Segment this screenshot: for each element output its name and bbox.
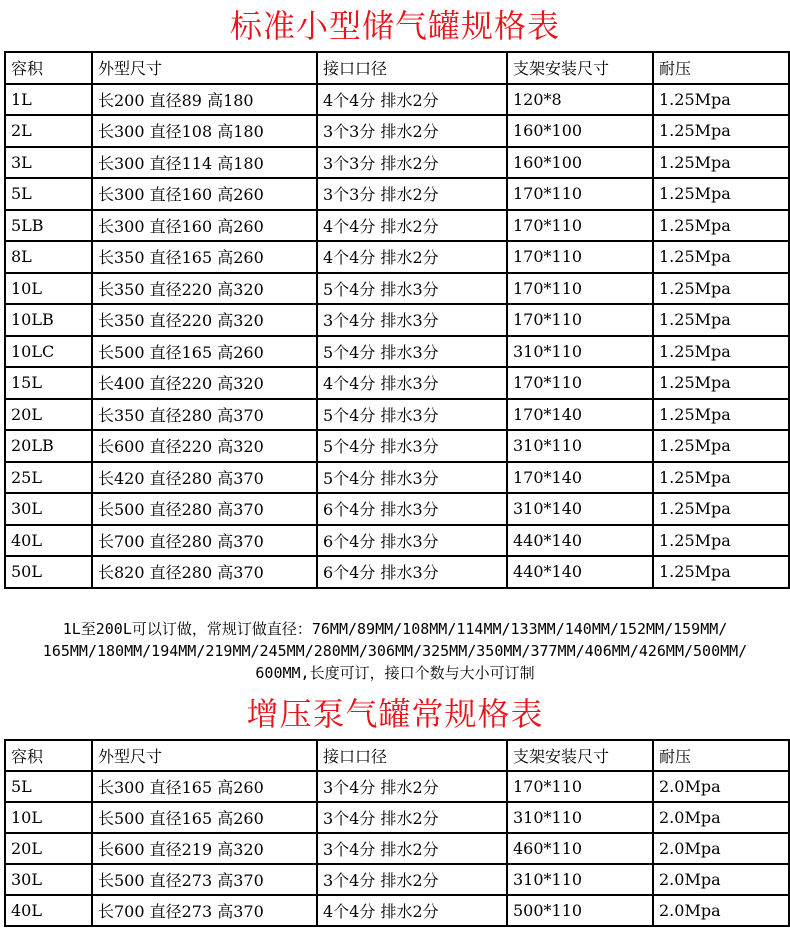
cell-bracket-size: 310*110 (507, 430, 653, 462)
header-port-size: 接口口径 (317, 52, 507, 84)
table-row (5, 147, 789, 179)
cell-dimensions: 长350 直径220 高320 (92, 304, 317, 336)
cell-volume: 5L (5, 178, 92, 210)
table-row (5, 399, 789, 431)
custom-order-note (0, 618, 790, 684)
cell-volume: 10L (5, 802, 92, 833)
table-row (5, 833, 789, 864)
cell-port-size: 4个4分 排水2分 (317, 241, 507, 273)
cell-bracket-size: 310*140 (507, 493, 653, 525)
cell-volume: 5LB (5, 210, 92, 242)
table-row (5, 462, 789, 494)
header-bracket-size: 支架安装尺寸 (507, 52, 653, 84)
cell-bracket-size: 310*110 (507, 336, 653, 368)
table1-title: 标准小型储气罐规格表 (229, 7, 560, 45)
cell-port-size: 4个4分 排水2分 (317, 84, 507, 116)
cell-volume: 10LB (5, 304, 92, 336)
cell-bracket-size: 170*110 (507, 241, 653, 273)
table-header-row (5, 740, 789, 771)
cell-pressure: 1.25Mpa (653, 462, 789, 494)
table-row (5, 178, 789, 210)
cell-pressure: 2.0Mpa (653, 833, 789, 864)
booster-pump-tank-spec-table (4, 739, 790, 927)
cell-volume: 10L (5, 273, 92, 305)
table-row (5, 493, 789, 525)
cell-volume: 15L (5, 367, 92, 399)
cell-bracket-size: 160*100 (507, 115, 653, 147)
cell-bracket-size: 170*140 (507, 399, 653, 431)
cell-volume: 50L (5, 556, 92, 588)
table-row (5, 864, 789, 895)
cell-pressure: 1.25Mpa (653, 399, 789, 431)
header-dimensions: 外型尺寸 (92, 740, 317, 771)
cell-port-size: 5个4分 排水3分 (317, 462, 507, 494)
cell-volume: 5L (5, 771, 92, 802)
table-row (5, 210, 789, 242)
cell-port-size: 3个4分 排水3分 (317, 304, 507, 336)
cell-volume: 8L (5, 241, 92, 273)
cell-dimensions: 长420 直径280 高370 (92, 462, 317, 494)
cell-port-size: 4个4分 排水3分 (317, 367, 507, 399)
cell-volume: 1L (5, 84, 92, 116)
cell-pressure: 1.25Mpa (653, 115, 789, 147)
table-row (5, 84, 789, 116)
standard-tank-spec-table (4, 51, 790, 589)
table-row (5, 241, 789, 273)
note-line: 600MM,长度可订，接口个数与大小可订制 (255, 664, 535, 682)
table-row (5, 367, 789, 399)
cell-pressure: 1.25Mpa (653, 84, 789, 116)
cell-dimensions: 长350 直径280 高370 (92, 399, 317, 431)
table-row (5, 336, 789, 368)
cell-bracket-size: 310*110 (507, 864, 653, 895)
cell-volume: 25L (5, 462, 92, 494)
cell-dimensions: 长300 直径160 高260 (92, 178, 317, 210)
cell-dimensions: 长500 直径165 高260 (92, 336, 317, 368)
cell-port-size: 3个3分 排水2分 (317, 178, 507, 210)
cell-bracket-size: 170*140 (507, 462, 653, 494)
cell-bracket-size: 170*110 (507, 304, 653, 336)
cell-port-size: 3个3分 排水2分 (317, 115, 507, 147)
cell-dimensions: 长300 直径114 高180 (92, 147, 317, 179)
header-port-size: 接口口径 (317, 740, 507, 771)
header-pressure: 耐压 (653, 740, 789, 771)
cell-dimensions: 长820 直径280 高370 (92, 556, 317, 588)
cell-dimensions: 长500 直径165 高260 (92, 802, 317, 833)
cell-port-size: 3个3分 排水2分 (317, 147, 507, 179)
cell-port-size: 4个4分 排水2分 (317, 895, 507, 926)
cell-dimensions: 长500 直径280 高370 (92, 493, 317, 525)
table-row (5, 802, 789, 833)
cell-pressure: 1.25Mpa (653, 367, 789, 399)
cell-dimensions: 长700 直径280 高370 (92, 525, 317, 557)
note-line: 1L至200L可以订做，常规订做直径：76MM/89MM/108MM/114MM/133MM/140MM/152MM/159MM/ (62, 620, 728, 638)
cell-port-size: 5个4分 排水3分 (317, 430, 507, 462)
table-row (5, 304, 789, 336)
cell-pressure: 1.25Mpa (653, 210, 789, 242)
cell-port-size: 5个4分 排水3分 (317, 336, 507, 368)
cell-volume: 2L (5, 115, 92, 147)
cell-pressure: 1.25Mpa (653, 556, 789, 588)
cell-pressure: 1.25Mpa (653, 178, 789, 210)
cell-pressure: 2.0Mpa (653, 864, 789, 895)
cell-bracket-size: 440*140 (507, 525, 653, 557)
table-row (5, 273, 789, 305)
cell-pressure: 1.25Mpa (653, 525, 789, 557)
table-row (5, 525, 789, 557)
table-row (5, 556, 789, 588)
cell-pressure: 2.0Mpa (653, 802, 789, 833)
cell-volume: 30L (5, 864, 92, 895)
cell-bracket-size: 120*8 (507, 84, 653, 116)
cell-dimensions: 长350 直径220 高320 (92, 273, 317, 305)
cell-bracket-size: 170*110 (507, 771, 653, 802)
header-dimensions: 外型尺寸 (92, 52, 317, 84)
cell-port-size: 6个4分 排水3分 (317, 525, 507, 557)
table-row (5, 430, 789, 462)
cell-volume: 40L (5, 895, 92, 926)
cell-volume: 3L (5, 147, 92, 179)
cell-bracket-size: 170*110 (507, 210, 653, 242)
cell-dimensions: 长200 直径89 高180 (92, 84, 317, 116)
cell-port-size: 5个4分 排水3分 (317, 273, 507, 305)
cell-port-size: 3个4分 排水2分 (317, 771, 507, 802)
table-row (5, 895, 789, 926)
cell-pressure: 1.25Mpa (653, 430, 789, 462)
cell-pressure: 2.0Mpa (653, 895, 789, 926)
cell-bracket-size: 170*110 (507, 273, 653, 305)
cell-pressure: 1.25Mpa (653, 493, 789, 525)
header-volume: 容积 (5, 740, 92, 771)
cell-volume: 10LC (5, 336, 92, 368)
cell-bracket-size: 440*140 (507, 556, 653, 588)
cell-port-size: 6个4分 排水3分 (317, 493, 507, 525)
table-header-row (5, 52, 789, 84)
cell-bracket-size: 310*110 (507, 802, 653, 833)
cell-pressure: 1.25Mpa (653, 304, 789, 336)
cell-port-size: 3个4分 排水2分 (317, 802, 507, 833)
cell-pressure: 1.25Mpa (653, 273, 789, 305)
cell-volume: 20L (5, 399, 92, 431)
note-line: 165MM/180MM/194MM/219MM/245MM/280MM/306MM/325MM/350MM/377MM/406MM/426MM/500MM/ (42, 642, 748, 660)
cell-port-size: 3个4分 排水2分 (317, 864, 507, 895)
cell-pressure: 1.25Mpa (653, 336, 789, 368)
cell-dimensions: 长600 直径220 高320 (92, 430, 317, 462)
cell-pressure: 2.0Mpa (653, 771, 789, 802)
cell-dimensions: 长300 直径108 高180 (92, 115, 317, 147)
cell-volume: 20L (5, 833, 92, 864)
table-row (5, 771, 789, 802)
cell-dimensions: 长300 直径165 高260 (92, 771, 317, 802)
cell-port-size: 3个4分 排水2分 (317, 833, 507, 864)
table-row (5, 115, 789, 147)
cell-port-size: 5个4分 排水3分 (317, 399, 507, 431)
cell-bracket-size: 500*110 (507, 895, 653, 926)
cell-volume: 20LB (5, 430, 92, 462)
cell-bracket-size: 170*110 (507, 367, 653, 399)
cell-dimensions: 长300 直径160 高260 (92, 210, 317, 242)
header-pressure: 耐压 (653, 52, 789, 84)
cell-pressure: 1.25Mpa (653, 241, 789, 273)
cell-port-size: 6个4分 排水3分 (317, 556, 507, 588)
cell-bracket-size: 170*110 (507, 178, 653, 210)
cell-dimensions: 长350 直径165 高260 (92, 241, 317, 273)
cell-volume: 30L (5, 493, 92, 525)
header-bracket-size: 支架安装尺寸 (507, 740, 653, 771)
cell-dimensions: 长400 直径220 高320 (92, 367, 317, 399)
cell-port-size: 4个4分 排水2分 (317, 210, 507, 242)
header-volume: 容积 (5, 52, 92, 84)
cell-bracket-size: 460*110 (507, 833, 653, 864)
cell-dimensions: 长600 直径219 高320 (92, 833, 317, 864)
cell-volume: 40L (5, 525, 92, 557)
cell-pressure: 1.25Mpa (653, 147, 789, 179)
table2-title: 增压泵气罐常规格表 (246, 695, 544, 733)
cell-dimensions: 长700 直径273 高370 (92, 895, 317, 926)
cell-dimensions: 长500 直径273 高370 (92, 864, 317, 895)
cell-bracket-size: 160*100 (507, 147, 653, 179)
